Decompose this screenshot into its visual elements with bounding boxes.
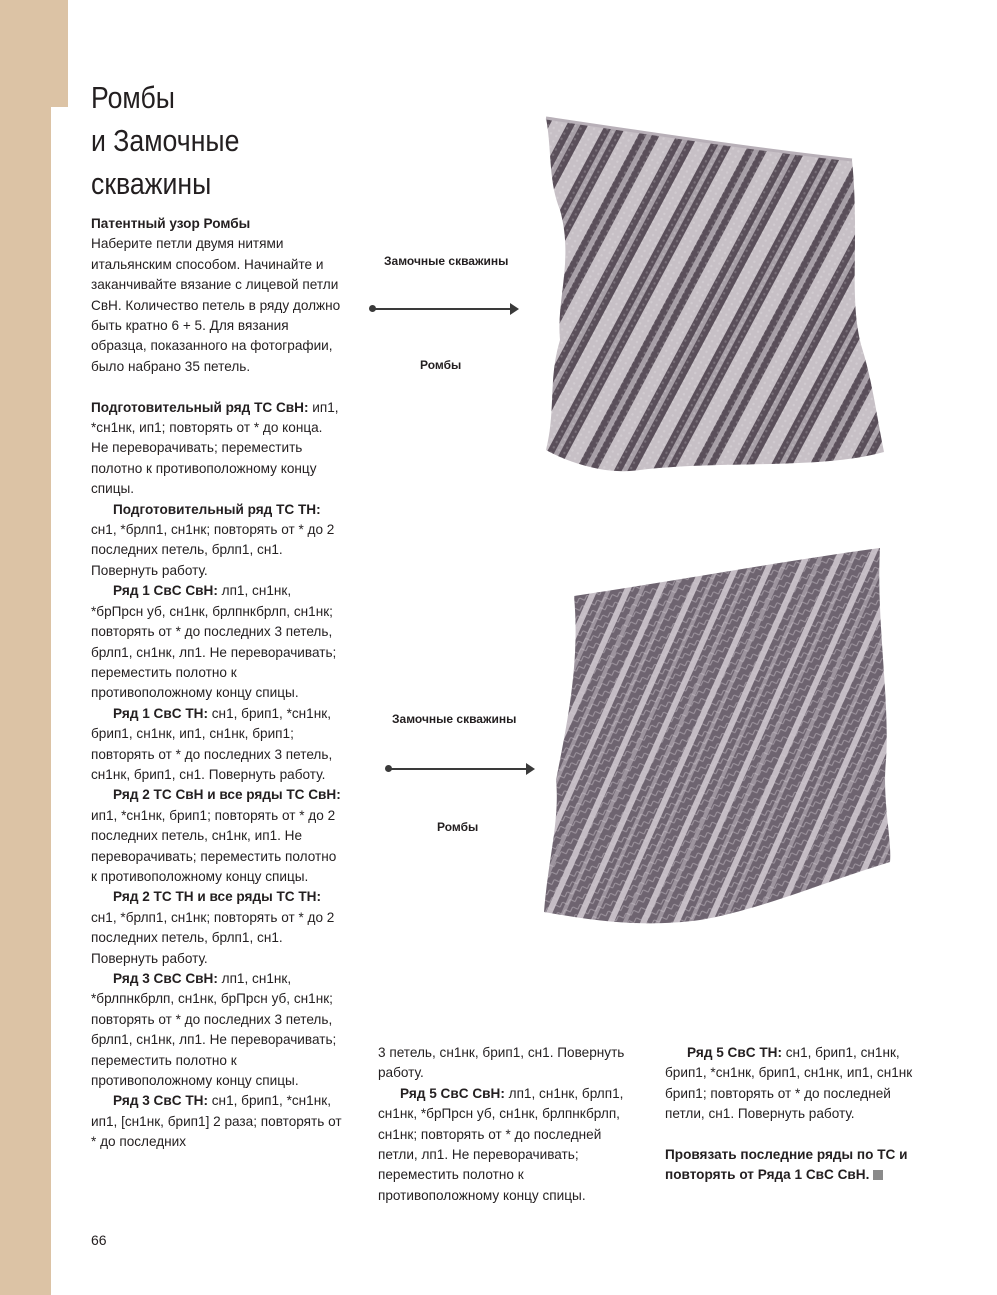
- row-label: Ряд 3 СвС ТН:: [113, 1093, 208, 1109]
- figure-1-arrow: [372, 308, 517, 310]
- figure-1-label-diamonds: Ромбы: [420, 358, 462, 372]
- instruction-row: [91, 785, 343, 887]
- row-text: сн1, *брлп1, сн1нк; повторять от * до 2 последних петель, брлп1, сн1. Повернуть работу.: [91, 909, 335, 966]
- instructions-column-3: [665, 1043, 917, 1186]
- row-label: Ряд 5 СвС ТН:: [687, 1045, 782, 1060]
- row-label: Ряд 2 ТС ТН и все ряды ТС ТН:: [113, 889, 322, 905]
- title-line: и Замочные: [91, 123, 240, 158]
- row-text: лп1, сн1нк, *брПрсн уб, сн1нк, брлпнкбрлп, сн1нк; повторять от * до последних 3 петель, брлп1, сн1нк, лп1. Не переворачивать; переместить полотно к противоположному концу спицы.: [91, 583, 337, 701]
- row-text: лп1, сн1нк, брлп1, сн1нк, *брПрсн уб, сн1нк, брлпнкбрлп, сн1нк; повторять от * до последней петли, лп1. Не переворачивать; переместить полотно к противоположному концу спицы.: [378, 1085, 624, 1203]
- row-label: Ряд 5 СвС СвН:: [400, 1085, 505, 1101]
- instruction-row: [91, 581, 343, 703]
- instructions-column-2: [378, 1043, 628, 1206]
- instruction-row: [91, 1091, 343, 1152]
- row-label: Ряд 1 СвС ТН:: [113, 705, 208, 721]
- row-text: сн1, брип1, сн1нк, брип1, *сн1нк, брип1, сн1нк, ип1, сн1нк брип1; повторять от * до последней петли, сн1. Повернуть работу.: [665, 1045, 913, 1122]
- side-color-strip: [0, 107, 51, 1295]
- instruction-row: [91, 704, 343, 786]
- instruction-row: [665, 1043, 917, 1125]
- row-text: ип1, *сн1нк, ип1; повторять от * до конца. Не переворачивать; переместить полотно к противоположному концу спицы.: [91, 399, 339, 497]
- row-label: Ряд 1 СвС СвН:: [113, 583, 218, 599]
- row-text: ип1, *сн1нк, брип1; повторять от * до 2 последних петель, сн1нк, ип1. Не переворачивать; переместить полотно к противоположному концу спицы.: [91, 807, 337, 884]
- instruction-row: [91, 500, 343, 582]
- row-label: Ряд 2 ТС СвН и все ряды ТС СвН:: [113, 787, 341, 803]
- title-line: Ромбы: [91, 80, 175, 115]
- instruction-row: [91, 887, 343, 969]
- final-note: [665, 1145, 917, 1186]
- row-text: лп1, сн1нк, *брлпнкбрлп, сн1нк, брПрсн уб, сн1нк; повторять от * до последних 3 петель, брлп1, сн1нк, лп1. Не переворачивать; переместить полотно к противоположному концу спицы.: [91, 971, 337, 1089]
- figure-2-arrow: [388, 768, 533, 770]
- figure-2-label-keyholes: Замочные скважины: [392, 712, 517, 726]
- instruction-row: [91, 398, 343, 500]
- row-label: Подготовительный ряд ТС СвН:: [91, 399, 309, 415]
- instruction-row: [378, 1084, 628, 1206]
- row-label: Ряд 3 СвС СвН:: [113, 971, 218, 987]
- end-square-icon: [873, 1170, 883, 1180]
- final-note-text: Провязать последние ряды по ТС и повторять от Ряда 1 СвС СвН.: [665, 1147, 908, 1183]
- figure-2-label-diamonds: Ромбы: [437, 820, 479, 834]
- figure-1-label-keyholes: Замочные скважины: [384, 254, 509, 268]
- intro-paragraph: Наберите петли двумя нитями итальянским способом. Начинайте и заканчивайте вязание с лицевой петли СвН. Количество петель в ряду должно быть кратно 6 + 5. Для вязания образца, показанного на фотографии, было набрано 35 петель.: [91, 236, 341, 374]
- instructions-column-1: [91, 214, 343, 1153]
- page-number: 66: [91, 1232, 107, 1248]
- row-text: сн1, брип1, *сн1нк, ип1, [сн1нк, брип1] 2 раза; повторять от * до последних: [91, 1093, 342, 1150]
- instruction-row: [91, 969, 343, 1091]
- side-color-strip: [0, 0, 68, 107]
- row-text: сн1, *брлп1, сн1нк; повторять от * до 2 последних петель, брлп1, сн1. Повернуть работу.: [91, 522, 335, 578]
- row-text: сн1, брип1, *сн1нк, брип1, сн1нк, ип1, сн1нк, брип1; повторять от * до последних 3 петель, сн1нк, брип1, сн1. Повернуть работу.: [91, 705, 333, 782]
- pattern-heading: Патентный узор Ромбы: [91, 216, 251, 231]
- continued-text: 3 петель, сн1нк, брип1, сн1. Повернуть работу.: [378, 1045, 625, 1081]
- page-title: [91, 76, 315, 205]
- row-label: Подготовительный ряд ТС ТН:: [113, 501, 321, 517]
- title-line: скважины: [91, 166, 212, 201]
